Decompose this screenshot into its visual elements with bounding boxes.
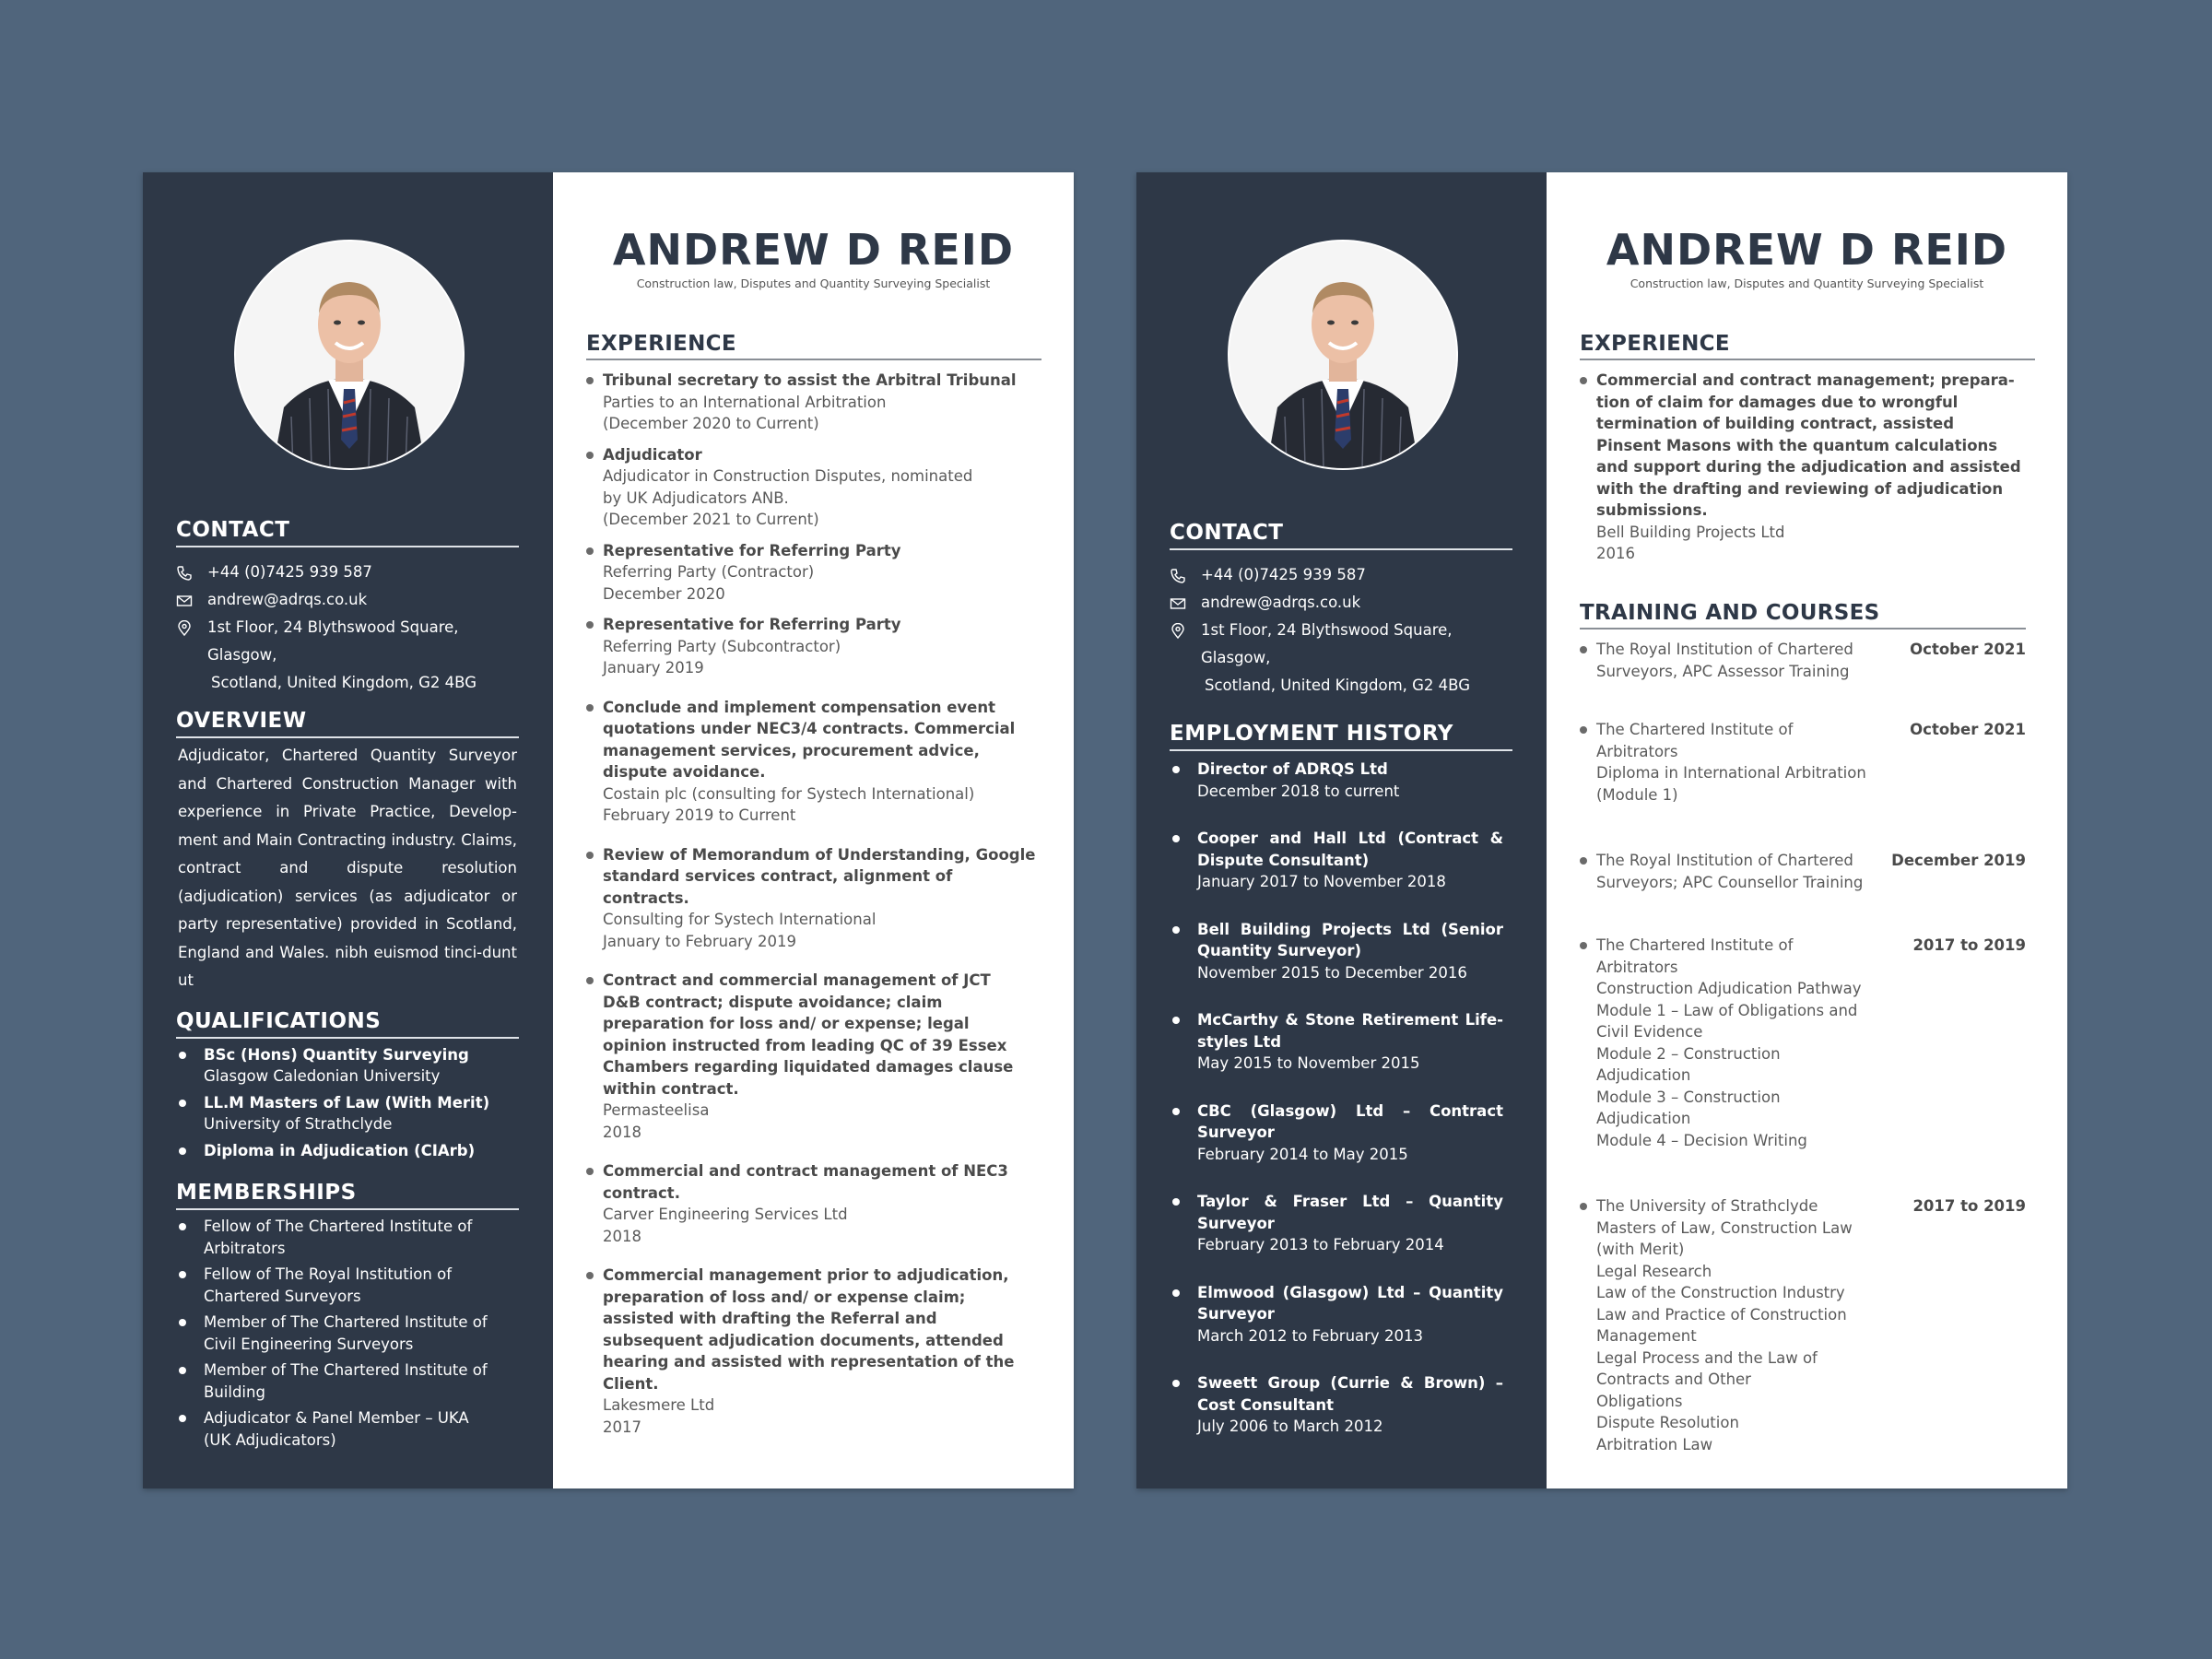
qualification-item: LL.M Masters of Law (With Merit) University of Strathclyde xyxy=(176,1092,519,1135)
contact-heading: CONTACT xyxy=(1170,521,1512,550)
employment-item: Cooper and Hall Ltd (Contract & Dispute Consultant) January 2017 to November 2018 xyxy=(1170,828,1512,893)
experience-item: Adjudicator Adjudicator in Construction Disputes, nominated by UK Adjudicators ANB. (December 2021 to Current) xyxy=(586,444,1041,531)
experience-item: Commercial and contract management of NEC3 contract. Carver Engineering Services Ltd 2018 xyxy=(586,1160,1041,1247)
address-line-1: 1st Floor, 24 Blythswood Square, Glasgow, xyxy=(1201,621,1453,666)
sidebar xyxy=(1136,172,1547,1488)
employment-item: Bell Building Projects Ltd (Senior Quantity Surveyor) November 2015 to December 2016 xyxy=(1170,919,1512,984)
qualification-item: BSc (Hons) Quantity Surveying Glasgow Caledonian University xyxy=(176,1044,519,1087)
training-item: The University of Strathclyde Masters of Law, Construction Law (with Merit) Legal Research Law of the Construction Industry Law and Practice of Construction Management Legal Process and the Law of Contracts and Other Obligations Dispute Resolution Arbitration Law 2017 to 2019 xyxy=(1580,1195,2026,1455)
contact-heading: CONTACT xyxy=(176,518,519,547)
membership-item: Member of The Chartered Institute of Civil Engineering Surveyors xyxy=(176,1312,519,1356)
resume-page-1 xyxy=(143,172,1074,1488)
experience-list xyxy=(1580,370,2035,565)
employment-section xyxy=(1170,722,1512,1464)
phone-text[interactable]: +44 (0)7425 939 587 xyxy=(1201,566,1366,583)
subtitle: Construction law, Disputes and Quantity Surveying Specialist xyxy=(1630,276,1984,290)
phone-row xyxy=(1170,561,1512,589)
experience-item: Commercial management prior to adjudication, preparation of loss and/ or expense claim; assisted with drafting the Referral and subsequent adjudication documents, attended hearing and assisted with representation of the Client. Lakesmere Ltd 2017 xyxy=(586,1265,1041,1438)
training-heading: TRAINING AND COURSES xyxy=(1580,601,2026,629)
training-item: The Royal Institution of Chartered Surveyors; APC Counsellor Training December 2019 xyxy=(1580,850,2026,893)
address-row xyxy=(1170,617,1512,700)
location-pin-icon xyxy=(1170,617,1201,640)
membership-item: Fellow of The Chartered Institute of Arbitrators xyxy=(176,1216,519,1260)
envelope-icon xyxy=(1170,589,1201,612)
training-item: The Chartered Institute of Arbitrators Diploma in International Arbitration (Module 1) October 2021 xyxy=(1580,719,2026,806)
membership-item: Member of The Chartered Institute of Building xyxy=(176,1359,519,1404)
envelope-icon xyxy=(176,586,207,609)
memberships-list xyxy=(176,1216,519,1452)
experience-item: Conclude and implement compensation event quotations under NEC3/4 contracts. Commercial management services, procurement advice, dispute avoidance. Costain plc (consulting for Systech International) February 2019 to Current xyxy=(586,697,1041,827)
overview-section xyxy=(176,709,519,995)
qualifications-list xyxy=(176,1044,519,1161)
qualifications-heading: QUALIFICATIONS xyxy=(176,1009,519,1039)
address-line-2: Scotland, United Kingdom, G2 4BG xyxy=(211,674,477,691)
experience-item: Review of Memorandum of Understanding, Google standard services contract, alignment of contracts. Consulting for Systech International January to February 2019 xyxy=(586,844,1041,953)
employment-item: Director of ADRQS Ltd December 2018 to current xyxy=(1170,759,1512,802)
main-column xyxy=(553,172,1074,1488)
address-line-1: 1st Floor, 24 Blythswood Square, Glasgow, xyxy=(207,618,459,664)
employment-item: Sweett Group (Currie & Brown) – Cost Consultant July 2006 to March 2012 xyxy=(1170,1372,1512,1438)
sidebar xyxy=(143,172,553,1488)
membership-item: Fellow of The Royal Institution of Chartered Surveyors xyxy=(176,1264,519,1308)
training-item: The Chartered Institute of Arbitrators Construction Adjudication Pathway Module 1 – Law of Obligations and Civil Evidence Module 2 – Construction Adjudication Module 3 – Construction Adjudication Module 4 – Decision Writing 2017 to 2019 xyxy=(1580,935,2026,1151)
experience-item: Commercial and contract management; prepara-tion of claim for damages due to wrongful termination of building contract, assisted Pinsent Masons with the quantum calculations and support during the adjudication and assisted with the drafting and reviewing of adjudication submissions. Bell Building Projects Ltd 2016 xyxy=(1580,370,2035,565)
email-text[interactable]: andrew@adrqs.co.uk xyxy=(207,591,368,608)
employment-list xyxy=(1170,759,1512,1438)
employment-item: McCarthy & Stone Retirement Life-styles Ltd May 2015 to November 2015 xyxy=(1170,1009,1512,1075)
experience-item: Tribunal secretary to assist the Arbitral Tribunal Parties to an International Arbitration (December 2020 to Current) xyxy=(586,370,1041,435)
experience-item: Representative for Referring Party Referring Party (Contractor) December 2020 xyxy=(586,540,1041,606)
memberships-section xyxy=(176,1181,519,1455)
training-list xyxy=(1580,639,2026,1455)
experience-list xyxy=(586,370,1041,1438)
main-column xyxy=(1547,172,2067,1488)
phone-icon xyxy=(176,559,207,582)
address-row xyxy=(176,614,519,697)
training-section xyxy=(1580,601,2026,1455)
experience-item: Representative for Referring Party Referring Party (Subcontractor) January 2019 xyxy=(586,614,1041,679)
employment-item: Taylor & Fraser Ltd – Quantity Surveyor February 2013 to February 2014 xyxy=(1170,1191,1512,1256)
resume-page-2 xyxy=(1136,172,2067,1488)
profile-photo xyxy=(1228,240,1458,470)
address-line-2: Scotland, United Kingdom, G2 4BG xyxy=(1205,677,1470,694)
contact-section xyxy=(176,518,519,697)
experience-section xyxy=(586,332,1041,1438)
employment-item: CBC (Glasgow) Ltd – Contract Surveyor February 2014 to May 2015 xyxy=(1170,1100,1512,1166)
experience-item: Contract and commercial management of JCT D&B contract; dispute avoidance; claim preparation for loss and/ or expense; legal opinion instructed from leading QC of 39 Essex Chambers regarding liquidated damages clause within contract. Permasteelisa 2018 xyxy=(586,970,1041,1143)
phone-icon xyxy=(1170,561,1201,584)
memberships-heading: MEMBERSHIPS xyxy=(176,1181,519,1210)
qualifications-section xyxy=(176,1009,519,1167)
overview-heading: OVERVIEW xyxy=(176,709,519,738)
experience-heading: EXPERIENCE xyxy=(1580,332,2035,360)
contact-section xyxy=(1170,521,1512,700)
email-text[interactable]: andrew@adrqs.co.uk xyxy=(1201,594,1361,611)
employment-item: Elmwood (Glasgow) Ltd – Quantity Surveyor March 2012 to February 2013 xyxy=(1170,1282,1512,1347)
experience-heading: EXPERIENCE xyxy=(586,332,1041,360)
qualification-item: Diploma in Adjudication (CIArb) xyxy=(176,1140,519,1161)
email-row xyxy=(1170,589,1512,617)
overview-text: Adjudicator, Chartered Quantity Surveyor and Chartered Construction Manager with experience in Private Practice, Develop-ment and Main Contracting industry. Claims, contract and dispute resolution (adjudication) services (as adjudicator or party representative) provided in Scotland, England and Wales. nibh euismod tinci-dunt ut xyxy=(178,747,517,989)
email-row xyxy=(176,586,519,614)
membership-item: Adjudicator & Panel Member – UKA (UK Adjudicators) xyxy=(176,1407,519,1452)
experience-section xyxy=(1580,332,2035,565)
profile-photo xyxy=(234,240,465,470)
name-heading: ANDREW D REID xyxy=(1606,225,2008,275)
name-heading: ANDREW D REID xyxy=(612,225,1015,275)
phone-row xyxy=(176,559,519,586)
subtitle: Construction law, Disputes and Quantity Surveying Specialist xyxy=(636,276,991,290)
training-item: The Royal Institution of Chartered Surveyors, APC Assessor Training October 2021 xyxy=(1580,639,2026,682)
phone-text[interactable]: +44 (0)7425 939 587 xyxy=(207,563,372,581)
location-pin-icon xyxy=(176,614,207,637)
employment-heading: EMPLOYMENT HISTORY xyxy=(1170,722,1512,751)
